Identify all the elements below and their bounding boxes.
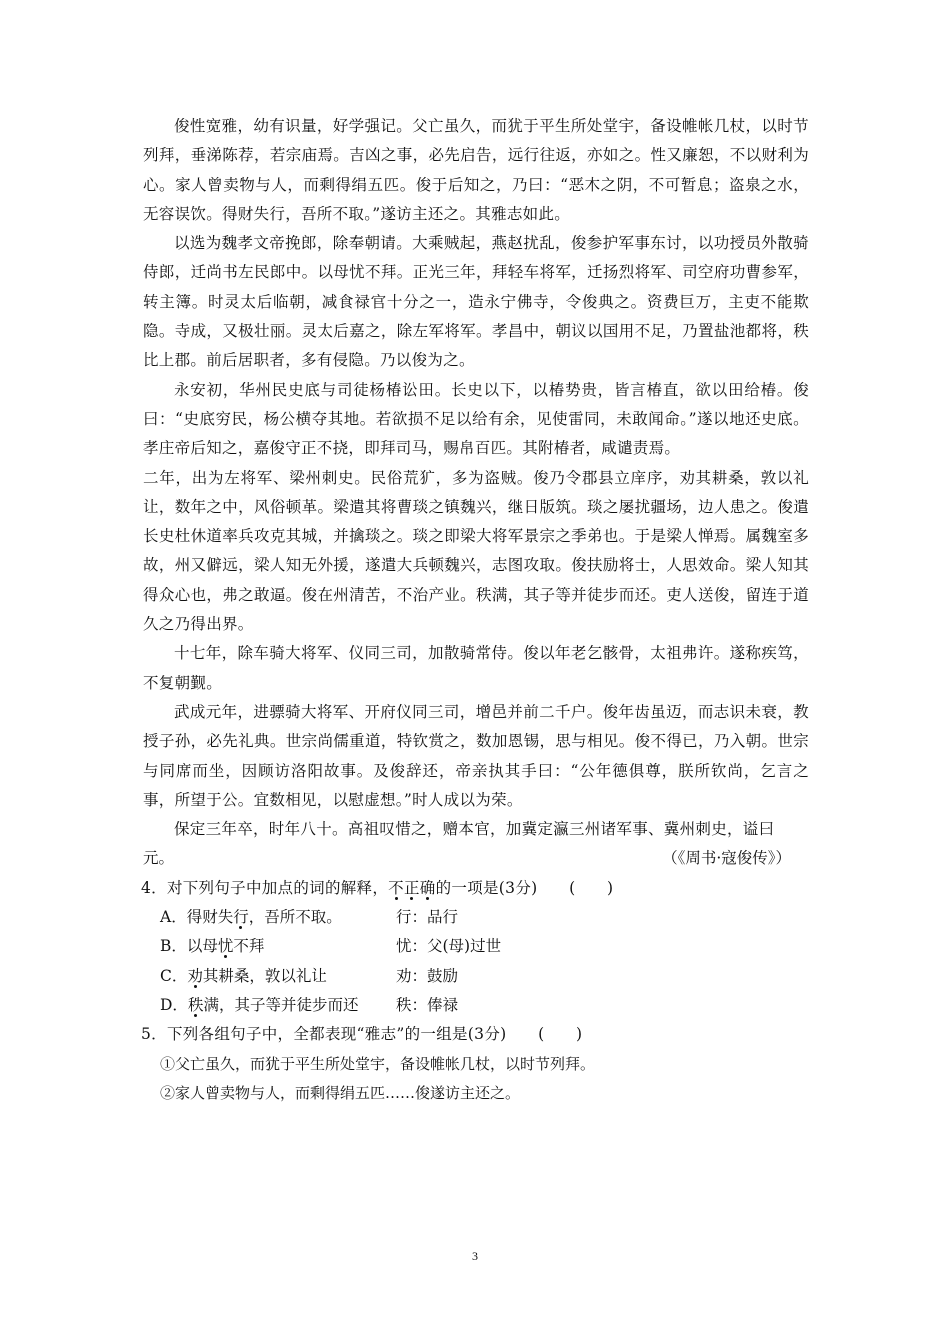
paragraph-3: 永安初，华州民史底与司徒杨椿讼田。长史以下，以椿势贵，皆言椿直，欲以田给椿。俊曰：“史底穷民，杨公横夺其地。若欲损不足以给有余，见使雷同，未敢闻命。”遂以地还史底。孝庄帝后知之，嘉俊守正不挠，即拜司马，赐帛百匹。其附椿者，咸谴责焉。 [143,380,809,458]
attribution-row [143,844,809,873]
option-dotted-word: 劝 [187,966,203,985]
paragraph-2: 以选为魏孝文帝挽郎，除奉朝请。大乘贼起，燕赵扰乱，俊参护军事东讨，以功授员外散骑侍郎，迁尚书左民郎中。以母忧不拜。正光三年，拜轻车将军，迁扬烈将军、司空府功曹参军，转主簿。时灵太后临朝，减食禄官十分之一，造永宁佛寺，令俊典之。资费巨万，主吏不能欺隐。寺成，又极壮丽。灵太后嘉之，除左军将军。孝昌中，朝议以国用不足，乃置盐池都将，秩比上郡。前后居职者，多有侵隐。乃以俊为之。 [143,234,809,370]
paragraph-1: 俊性宽雅，幼有识量，好学强记。父亡虽久，而犹于平生所处堂宇，备设帷帐几杖，以时节列拜，垂涕陈荐，若宗庙焉。吉凶之事，必先启告，远行往返，亦如之。性又廉恕，不以财利为心。家人曾卖物与人，而剩得绢五匹。俊于后知之，乃曰：“恶木之阴，不可暂息；盗泉之水，无容误饮。得财失行，吾所不取。”遂访主还之。其雅志如此。 [143,117,809,223]
text-body [143,112,809,1108]
q4-dotted-char: 不 [388,878,404,897]
option-text: ，吾所不取。 [248,908,342,927]
option-text: D． [160,995,188,1014]
q4-prefix: 4．对下列句子中加点的词的解释， [141,878,389,897]
option-dotted-word: 行 [233,908,249,927]
option-explanation: 劝：鼓励 [396,966,459,985]
q5-item-2: ②家人曾卖物与人，而剩得绢五匹……俊遂访主还之。 [160,1083,521,1102]
q4-option-c [143,962,809,991]
paragraph-5: 十七年，除车骑大将军、仪同三司，加散骑常侍。俊以年老乞骸骨，太祖弗许。遂称疾笃，不复朝觐。 [143,644,809,692]
paragraph-6: 武成元年，进骠骑大将军、开府仪同三司，增邑并前二千户。俊年齿虽迈，而志识未衰，教授子孙，必先礼典。世宗尚儒重道，特钦赏之，数加恩锡，思与相见。俊不得已，乃入朝。世宗与同席而坐，因顾访洛阳故事。及俊辞还，帝亲执其手曰：“公年德俱尊，朕所钦尚，乞言之事，所望于公。宜数相见，以慰虚想。”时人成以为荣。 [143,702,809,809]
page-number: 3 [472,1249,478,1263]
option-text: 其耕桑，敦以礼让 [202,966,327,985]
q5-item-1: ①父亡虽久，而犹于平生所处堂宇，备设帷帐几杖，以时节列拜。 [160,1054,596,1073]
question-5-stem: 5．下列各组句子中，全都表现“雅志”的一组是(3分) ( ) [141,1025,583,1044]
option-text: 满，其子等并徒步而还 [203,995,359,1014]
option-text: 不拜 [233,937,265,956]
q4-dotted-char: 正 [403,878,420,897]
option-explanation: 忧：父(母)过世 [396,937,502,956]
q4-option-a [143,903,809,932]
q4-dotted-char: 确 [419,878,436,897]
last-line-end: 元。 [143,849,175,868]
option-text: A．得财失 [160,908,234,927]
option-dotted-word: 秩 [187,995,204,1014]
paragraph-4: 二年，出为左将军、梁州刺史。民俗荒犷，多为盗贼。俊乃令郡县立庠序，劝其耕桑，敦以礼让，数年之中，风俗顿革。梁遣其将曹琰之镇魏兴，继日版筑。琰之屡扰疆场，边人患之。俊遣长史杜休道率兵攻克其城，并擒琰之。琰之即梁大将军景宗之季弟也。于是梁人惮焉。属魏室多故，州又僻远，梁人知无外援，遂遣大兵顿魏兴，志图攻取。俊扶励将士，人思效命。梁人知其得众心也，弗之敢逼。俊在州清苦，不治产业。秩满，其子等并徒步而还。吏人送俊，留连于道久之乃得出界。 [143,468,809,634]
q4-option-b [143,932,809,961]
q4-suffix: 的一项是(3分) ( ) [435,878,614,897]
option-dotted-word: 忧 [217,937,234,956]
option-explanation: 行：品行 [396,908,459,927]
source-attribution: （《周书·寇俊传》） [662,849,791,868]
option-text: B．以母 [160,937,218,956]
option-explanation: 秩：俸禄 [396,995,459,1014]
option-text: C． [160,966,188,985]
paragraph-7: 保定三年卒，时年八十。高祖叹惜之，赠本官，加冀定瀛三州诸军事、冀州刺史，谥曰 [174,820,775,839]
question-4-stem [141,874,809,903]
q4-option-d [143,991,809,1020]
